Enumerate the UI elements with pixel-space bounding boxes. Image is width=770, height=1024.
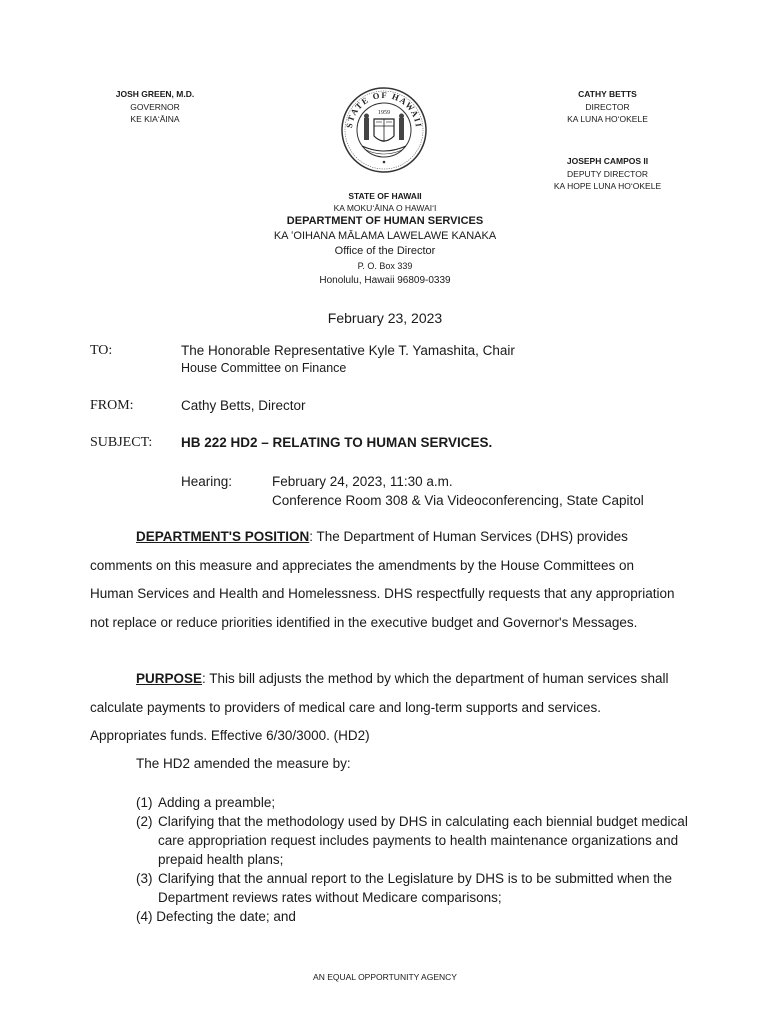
list-item-number: (2): [136, 814, 153, 829]
department-name: DEPARTMENT OF HUMAN SERVICES: [286, 215, 484, 227]
hearing-date: February 24, 2023, 11:30 a.m.: [272, 474, 453, 489]
footer-text: AN EQUAL OPPORTUNITY AGENCY: [313, 972, 457, 982]
list-item-number: (4): [136, 909, 153, 924]
department-name-hawaiian: KA ʻOIHANA MĀLAMA LAWELAWE KANAKA: [273, 230, 497, 242]
list-item-text: Clarifying that the methodology used by DHS in calculating each biennial budget medical care appropriation request includes payments to health maintenance organizations and prepaid health plans;: [158, 814, 688, 867]
director-title: DIRECTOR: [585, 101, 630, 112]
from-label: FROM:: [90, 398, 134, 413]
purpose-text: : This bill adjusts the method by which the department of human services shall calculate payments to providers of medical care and long-term supports and services. Appropriates funds. Effective 6/30/3000. (HD2): [90, 671, 669, 743]
list-item-number: (1): [136, 795, 153, 810]
subject-label: SUBJECT:: [90, 435, 153, 450]
seal-year: 1959: [378, 110, 390, 116]
to-value: The Honorable Representative Kyle T. Yamashita, Chair: [181, 343, 515, 358]
deputy-director-title-hawaiian: KA HOPE LUNA HOʻOKELE: [553, 181, 662, 191]
position-paragraph: [90, 523, 680, 637]
deputy-director-name: JOSEPH CAMPOS II: [566, 156, 649, 166]
purpose-heading: PURPOSE: [136, 671, 203, 686]
state-name: STATE OF HAWAII: [348, 191, 422, 201]
state-name-hawaiian: KA MOKUʻĀINA O HAWAIʻI: [333, 203, 437, 213]
seal-text: STATE OF HAWAII: [343, 89, 424, 129]
list-item-text: Adding a preamble;: [158, 795, 276, 810]
list-item: [136, 812, 696, 869]
position-heading: DEPARTMENT'S POSITION: [136, 529, 310, 544]
amended-intro: The HD2 amended the measure by:: [136, 756, 351, 771]
deputy-director-block: [530, 155, 685, 193]
director-name: CATHY BETTS: [578, 89, 637, 99]
position-text: : The Department of Human Services (DHS) provides comments on this measure and appreciates the amendments by the House Committees on Human Services and Health and Homelessness. DHS respectfully requests that any appropriation not replace or reduce priorities identified in the executive budget and Governor's Messages.: [90, 529, 675, 630]
deputy-director-title: DEPUTY DIRECTOR: [567, 168, 648, 179]
from-value: Cathy Betts, Director: [181, 398, 306, 413]
purpose-paragraph: [90, 665, 680, 751]
list-item: [136, 869, 696, 907]
office-name: Office of the Director: [334, 245, 436, 257]
amendments-list: [136, 793, 696, 926]
list-item: [136, 793, 696, 812]
state-seal-icon: [340, 86, 428, 174]
hearing-label: Hearing:: [181, 474, 233, 489]
memo-date: February 23, 2023: [327, 310, 443, 326]
to-committee: House Committee on Finance: [181, 361, 347, 375]
governor-name: JOSH GREEN, M.D.: [115, 89, 195, 99]
department-letterhead: [185, 190, 585, 288]
subject-value: HB 222 HD2 – RELATING TO HUMAN SERVICES.: [181, 435, 493, 450]
list-item-number: (3): [136, 871, 153, 886]
governor-title: GOVERNOR: [130, 101, 180, 112]
hearing-place: Conference Room 308 & Via Videoconferencing, State Capitol: [272, 493, 644, 508]
governor-block: [90, 88, 220, 126]
list-item: [136, 907, 696, 926]
governor-title-hawaiian: KE KIAʻĀINA: [130, 114, 180, 124]
to-label: TO:: [90, 343, 113, 358]
list-item-text: Defecting the date; and: [156, 909, 296, 924]
po-box: P. O. Box 339: [357, 261, 413, 271]
director-title-hawaiian: KA LUNA HOʻOKELE: [567, 114, 648, 124]
director-block: [540, 88, 675, 126]
list-item-text: Clarifying that the annual report to the Legislature by DHS is to be submitted when the Department reviews rates without Medicare comparisons;: [158, 871, 673, 905]
city-address: Honolulu, Hawaii 96809-0339: [319, 275, 451, 286]
